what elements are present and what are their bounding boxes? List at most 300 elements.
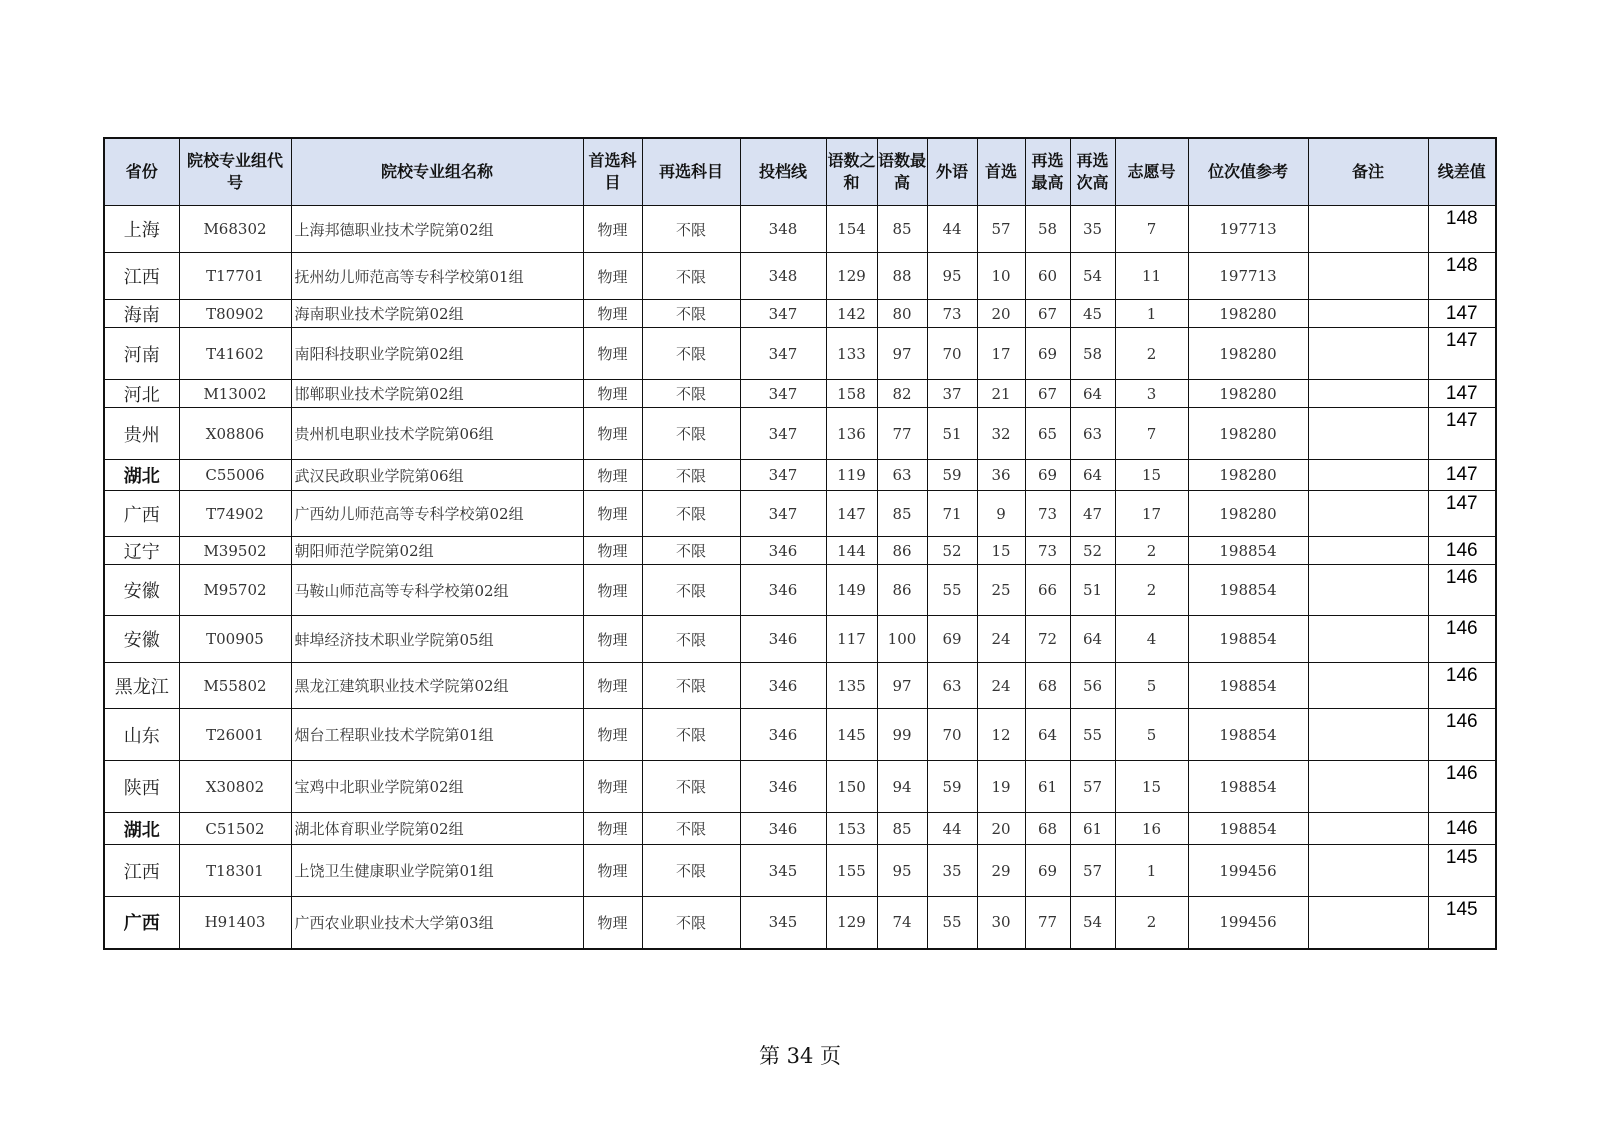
- cell-preference-number: 2: [1115, 565, 1188, 616]
- cell-group-code: M13002: [179, 380, 291, 408]
- cell-line-difference: 148: [1428, 206, 1496, 253]
- cell-chinese-math-sum: 136: [826, 408, 877, 460]
- cell-preference-number: 5: [1115, 709, 1188, 761]
- cell-cutoff-score: 346: [740, 709, 826, 761]
- cell-reselect-subject: 不限: [642, 897, 740, 949]
- cell-rank-reference: 198854: [1188, 565, 1308, 616]
- cell-cutoff-score: 346: [740, 616, 826, 663]
- cell-cutoff-score: 346: [740, 663, 826, 709]
- cell-reselect-second: 58: [1070, 328, 1115, 380]
- cell-reselect-second: 45: [1070, 300, 1115, 328]
- cell-remarks: [1308, 408, 1428, 460]
- cell-province: 广西: [104, 491, 179, 537]
- header-chinese-math-sum: 语数之和: [826, 138, 877, 206]
- cell-remarks: [1308, 380, 1428, 408]
- cell-preference-number: 3: [1115, 380, 1188, 408]
- cell-line-difference: 147: [1428, 300, 1496, 328]
- cell-reselect-max: 67: [1025, 380, 1070, 408]
- cell-first-choice-score: 29: [977, 845, 1025, 897]
- cell-foreign-language: 52: [927, 537, 977, 565]
- cell-chinese-math-max: 85: [877, 491, 927, 537]
- cell-remarks: [1308, 761, 1428, 813]
- cell-province: 贵州: [104, 408, 179, 460]
- header-province: 省份: [104, 138, 179, 206]
- cell-line-difference: 147: [1428, 328, 1496, 380]
- cell-first-subject: 物理: [583, 813, 642, 845]
- table-row: [104, 709, 1496, 761]
- cell-chinese-math-max: 77: [877, 408, 927, 460]
- cell-rank-reference: 198854: [1188, 813, 1308, 845]
- cell-line-difference: 147: [1428, 408, 1496, 460]
- cell-chinese-math-max: 95: [877, 845, 927, 897]
- cell-first-choice-score: 17: [977, 328, 1025, 380]
- cell-remarks: [1308, 537, 1428, 565]
- cell-cutoff-score: 348: [740, 206, 826, 253]
- cell-rank-reference: 198280: [1188, 328, 1308, 380]
- header-preference-number: 志愿号: [1115, 138, 1188, 206]
- table-row: [104, 616, 1496, 663]
- cell-group-name: 蚌埠经济技术职业学院第05组: [291, 616, 583, 663]
- cell-chinese-math-sum: 154: [826, 206, 877, 253]
- cell-cutoff-score: 346: [740, 761, 826, 813]
- header-remarks: 备注: [1308, 138, 1428, 206]
- cell-reselect-max: 61: [1025, 761, 1070, 813]
- table-row: [104, 300, 1496, 328]
- cell-reselect-second: 63: [1070, 408, 1115, 460]
- cell-province: 湖北: [104, 813, 179, 845]
- cell-cutoff-score: 346: [740, 813, 826, 845]
- cell-chinese-math-max: 85: [877, 813, 927, 845]
- cell-reselect-second: 56: [1070, 663, 1115, 709]
- cell-first-choice-score: 25: [977, 565, 1025, 616]
- cell-chinese-math-sum: 158: [826, 380, 877, 408]
- cell-line-difference: 146: [1428, 537, 1496, 565]
- cell-line-difference: 148: [1428, 253, 1496, 300]
- cell-reselect-second: 54: [1070, 897, 1115, 949]
- header-group-name: 院校专业组名称: [291, 138, 583, 206]
- cell-preference-number: 5: [1115, 663, 1188, 709]
- cell-group-name: 烟台工程职业技术学院第01组: [291, 709, 583, 761]
- cell-group-name: 抚州幼儿师范高等专科学校第01组: [291, 253, 583, 300]
- cell-rank-reference: 197713: [1188, 206, 1308, 253]
- cell-rank-reference: 198280: [1188, 300, 1308, 328]
- page-number: 第 34 页: [758, 1044, 842, 1068]
- cell-preference-number: 16: [1115, 813, 1188, 845]
- cell-rank-reference: 198854: [1188, 663, 1308, 709]
- cell-reselect-second: 47: [1070, 491, 1115, 537]
- cell-line-difference: 146: [1428, 565, 1496, 616]
- cell-chinese-math-max: 88: [877, 253, 927, 300]
- cell-group-code: M68302: [179, 206, 291, 253]
- cell-first-choice-score: 20: [977, 813, 1025, 845]
- cell-reselect-second: 57: [1070, 845, 1115, 897]
- cell-group-name: 广西农业职业技术大学第03组: [291, 897, 583, 949]
- cell-group-code: M39502: [179, 537, 291, 565]
- cell-chinese-math-max: 86: [877, 537, 927, 565]
- table-row: [104, 897, 1496, 949]
- cell-chinese-math-sum: 135: [826, 663, 877, 709]
- cell-first-subject: 物理: [583, 253, 642, 300]
- cell-first-choice-score: 15: [977, 537, 1025, 565]
- cell-first-choice-score: 36: [977, 460, 1025, 491]
- cell-rank-reference: 199456: [1188, 845, 1308, 897]
- cell-first-choice-score: 24: [977, 663, 1025, 709]
- cell-preference-number: 1: [1115, 300, 1188, 328]
- cell-preference-number: 4: [1115, 616, 1188, 663]
- cell-reselect-subject: 不限: [642, 565, 740, 616]
- cell-foreign-language: 35: [927, 845, 977, 897]
- cell-group-name: 海南职业技术学院第02组: [291, 300, 583, 328]
- header-reselect-max: 再选最高: [1025, 138, 1070, 206]
- cell-group-code: C55006: [179, 460, 291, 491]
- cell-reselect-subject: 不限: [642, 709, 740, 761]
- cell-group-code: X08806: [179, 408, 291, 460]
- cell-first-subject: 物理: [583, 565, 642, 616]
- cell-foreign-language: 44: [927, 206, 977, 253]
- cell-reselect-subject: 不限: [642, 300, 740, 328]
- cell-remarks: [1308, 709, 1428, 761]
- cell-group-code: T74902: [179, 491, 291, 537]
- table-row: [104, 537, 1496, 565]
- cell-reselect-max: 77: [1025, 897, 1070, 949]
- cell-chinese-math-sum: 129: [826, 897, 877, 949]
- cell-reselect-max: 68: [1025, 663, 1070, 709]
- cell-chinese-math-sum: 142: [826, 300, 877, 328]
- cell-remarks: [1308, 897, 1428, 949]
- cell-province: 河北: [104, 380, 179, 408]
- cell-group-code: C51502: [179, 813, 291, 845]
- cell-remarks: [1308, 300, 1428, 328]
- cell-foreign-language: 70: [927, 328, 977, 380]
- cell-cutoff-score: 346: [740, 537, 826, 565]
- header-row: [104, 138, 1496, 206]
- table-row: [104, 253, 1496, 300]
- cell-chinese-math-sum: 153: [826, 813, 877, 845]
- cell-cutoff-score: 347: [740, 408, 826, 460]
- cell-reselect-subject: 不限: [642, 328, 740, 380]
- cell-reselect-second: 61: [1070, 813, 1115, 845]
- header-line-difference: 线差值: [1428, 138, 1496, 206]
- cell-first-subject: 物理: [583, 845, 642, 897]
- cell-remarks: [1308, 460, 1428, 491]
- cell-chinese-math-max: 80: [877, 300, 927, 328]
- cell-reselect-subject: 不限: [642, 491, 740, 537]
- cell-cutoff-score: 347: [740, 491, 826, 537]
- cell-foreign-language: 37: [927, 380, 977, 408]
- cell-reselect-subject: 不限: [642, 253, 740, 300]
- cell-rank-reference: 198280: [1188, 491, 1308, 537]
- header-chinese-math-max: 语数最高: [877, 138, 927, 206]
- cell-preference-number: 11: [1115, 253, 1188, 300]
- cell-reselect-subject: 不限: [642, 813, 740, 845]
- cell-first-subject: 物理: [583, 709, 642, 761]
- cell-reselect-subject: 不限: [642, 663, 740, 709]
- cell-foreign-language: 63: [927, 663, 977, 709]
- table-row: [104, 491, 1496, 537]
- cell-group-code: T41602: [179, 328, 291, 380]
- cell-foreign-language: 70: [927, 709, 977, 761]
- table-row: [104, 328, 1496, 380]
- cell-remarks: [1308, 491, 1428, 537]
- cell-foreign-language: 59: [927, 460, 977, 491]
- cell-chinese-math-sum: 150: [826, 761, 877, 813]
- cell-first-choice-score: 20: [977, 300, 1025, 328]
- cell-group-code: X30802: [179, 761, 291, 813]
- cell-province: 河南: [104, 328, 179, 380]
- cell-reselect-max: 58: [1025, 206, 1070, 253]
- cell-province: 山东: [104, 709, 179, 761]
- cell-province: 上海: [104, 206, 179, 253]
- cell-line-difference: 146: [1428, 616, 1496, 663]
- cell-reselect-subject: 不限: [642, 845, 740, 897]
- cell-line-difference: 147: [1428, 460, 1496, 491]
- cell-cutoff-score: 348: [740, 253, 826, 300]
- cell-reselect-second: 35: [1070, 206, 1115, 253]
- cell-reselect-max: 67: [1025, 300, 1070, 328]
- header-reselect-subject: 再选科目: [642, 138, 740, 206]
- cell-rank-reference: 198280: [1188, 408, 1308, 460]
- header-rank-reference: 位次值参考: [1188, 138, 1308, 206]
- cell-rank-reference: 198854: [1188, 761, 1308, 813]
- cell-group-name: 上海邦德职业技术学院第02组: [291, 206, 583, 253]
- cell-remarks: [1308, 328, 1428, 380]
- cell-remarks: [1308, 206, 1428, 253]
- cell-cutoff-score: 345: [740, 897, 826, 949]
- cell-foreign-language: 73: [927, 300, 977, 328]
- cell-chinese-math-sum: 117: [826, 616, 877, 663]
- cell-preference-number: 15: [1115, 761, 1188, 813]
- header-reselect-second: 再选次高: [1070, 138, 1115, 206]
- header-first-subject: 首选科目: [583, 138, 642, 206]
- cell-first-choice-score: 21: [977, 380, 1025, 408]
- cell-rank-reference: 198854: [1188, 616, 1308, 663]
- cell-reselect-subject: 不限: [642, 537, 740, 565]
- cell-province: 安徽: [104, 616, 179, 663]
- cell-group-code: T17701: [179, 253, 291, 300]
- cell-line-difference: 146: [1428, 761, 1496, 813]
- cell-reselect-max: 73: [1025, 537, 1070, 565]
- cell-group-code: M95702: [179, 565, 291, 616]
- cell-first-subject: 物理: [583, 380, 642, 408]
- cell-chinese-math-max: 99: [877, 709, 927, 761]
- cell-cutoff-score: 347: [740, 328, 826, 380]
- cell-chinese-math-max: 85: [877, 206, 927, 253]
- cell-reselect-second: 64: [1070, 616, 1115, 663]
- cell-group-code: T26001: [179, 709, 291, 761]
- cell-first-choice-score: 30: [977, 897, 1025, 949]
- cell-group-name: 马鞍山师范高等专科学校第02组: [291, 565, 583, 616]
- cell-foreign-language: 55: [927, 565, 977, 616]
- cell-reselect-max: 69: [1025, 845, 1070, 897]
- cell-preference-number: 7: [1115, 408, 1188, 460]
- cell-province: 广西: [104, 897, 179, 949]
- cell-preference-number: 2: [1115, 897, 1188, 949]
- cell-rank-reference: 198854: [1188, 537, 1308, 565]
- cell-chinese-math-max: 100: [877, 616, 927, 663]
- cell-first-subject: 物理: [583, 616, 642, 663]
- table-header: [104, 138, 1496, 206]
- cell-reselect-max: 72: [1025, 616, 1070, 663]
- cell-reselect-second: 55: [1070, 709, 1115, 761]
- cell-reselect-subject: 不限: [642, 761, 740, 813]
- cell-group-name: 上饶卫生健康职业学院第01组: [291, 845, 583, 897]
- cell-chinese-math-sum: 119: [826, 460, 877, 491]
- cell-group-name: 贵州机电职业技术学院第06组: [291, 408, 583, 460]
- cell-line-difference: 145: [1428, 897, 1496, 949]
- cell-reselect-second: 51: [1070, 565, 1115, 616]
- cell-first-subject: 物理: [583, 491, 642, 537]
- cell-chinese-math-sum: 133: [826, 328, 877, 380]
- cell-first-subject: 物理: [583, 663, 642, 709]
- cell-chinese-math-sum: 149: [826, 565, 877, 616]
- cell-reselect-subject: 不限: [642, 408, 740, 460]
- cell-reselect-max: 69: [1025, 328, 1070, 380]
- cell-reselect-max: 64: [1025, 709, 1070, 761]
- cell-chinese-math-max: 97: [877, 663, 927, 709]
- cell-foreign-language: 44: [927, 813, 977, 845]
- cell-reselect-second: 54: [1070, 253, 1115, 300]
- cell-province: 陕西: [104, 761, 179, 813]
- header-cutoff-score: 投档线: [740, 138, 826, 206]
- cell-group-name: 宝鸡中北职业学院第02组: [291, 761, 583, 813]
- cell-first-subject: 物理: [583, 897, 642, 949]
- cell-reselect-subject: 不限: [642, 616, 740, 663]
- cell-rank-reference: 198854: [1188, 709, 1308, 761]
- cell-line-difference: 146: [1428, 663, 1496, 709]
- table-row: [104, 565, 1496, 616]
- cell-province: 安徽: [104, 565, 179, 616]
- cell-reselect-subject: 不限: [642, 206, 740, 253]
- cell-group-name: 广西幼儿师范高等专科学校第02组: [291, 491, 583, 537]
- cell-group-name: 朝阳师范学院第02组: [291, 537, 583, 565]
- cell-remarks: [1308, 565, 1428, 616]
- cell-line-difference: 147: [1428, 491, 1496, 537]
- cell-foreign-language: 59: [927, 761, 977, 813]
- cell-group-code: H91403: [179, 897, 291, 949]
- cell-chinese-math-sum: 129: [826, 253, 877, 300]
- cell-reselect-subject: 不限: [642, 460, 740, 491]
- cell-preference-number: 2: [1115, 328, 1188, 380]
- cell-preference-number: 15: [1115, 460, 1188, 491]
- cell-foreign-language: 55: [927, 897, 977, 949]
- table-row: [104, 380, 1496, 408]
- cell-reselect-max: 65: [1025, 408, 1070, 460]
- cell-reselect-max: 73: [1025, 491, 1070, 537]
- cell-first-choice-score: 57: [977, 206, 1025, 253]
- cell-first-subject: 物理: [583, 300, 642, 328]
- cell-province: 辽宁: [104, 537, 179, 565]
- cell-foreign-language: 95: [927, 253, 977, 300]
- cell-chinese-math-max: 94: [877, 761, 927, 813]
- cell-first-choice-score: 32: [977, 408, 1025, 460]
- cell-rank-reference: 197713: [1188, 253, 1308, 300]
- cell-group-code: T18301: [179, 845, 291, 897]
- cell-first-subject: 物理: [583, 460, 642, 491]
- cell-first-choice-score: 24: [977, 616, 1025, 663]
- cell-reselect-second: 57: [1070, 761, 1115, 813]
- cell-group-name: 南阳科技职业学院第02组: [291, 328, 583, 380]
- cell-chinese-math-sum: 145: [826, 709, 877, 761]
- cell-first-subject: 物理: [583, 328, 642, 380]
- cell-province: 湖北: [104, 460, 179, 491]
- cell-group-code: T00905: [179, 616, 291, 663]
- cell-chinese-math-sum: 155: [826, 845, 877, 897]
- cell-preference-number: 2: [1115, 537, 1188, 565]
- cell-chinese-math-max: 74: [877, 897, 927, 949]
- cell-chinese-math-max: 63: [877, 460, 927, 491]
- cell-cutoff-score: 347: [740, 460, 826, 491]
- cell-group-code: T80902: [179, 300, 291, 328]
- header-first-choice-score: 首选: [977, 138, 1025, 206]
- cell-group-name: 黑龙江建筑职业技术学院第02组: [291, 663, 583, 709]
- cell-foreign-language: 51: [927, 408, 977, 460]
- cell-reselect-max: 68: [1025, 813, 1070, 845]
- cell-group-name: 武汉民政职业学院第06组: [291, 460, 583, 491]
- cell-remarks: [1308, 813, 1428, 845]
- cell-province: 海南: [104, 300, 179, 328]
- cell-province: 江西: [104, 253, 179, 300]
- cell-cutoff-score: 346: [740, 565, 826, 616]
- cell-first-subject: 物理: [583, 408, 642, 460]
- cell-group-name: 湖北体育职业学院第02组: [291, 813, 583, 845]
- cell-remarks: [1308, 253, 1428, 300]
- cell-first-subject: 物理: [583, 761, 642, 813]
- cell-chinese-math-max: 82: [877, 380, 927, 408]
- cell-cutoff-score: 347: [740, 300, 826, 328]
- cell-first-choice-score: 10: [977, 253, 1025, 300]
- cell-rank-reference: 199456: [1188, 897, 1308, 949]
- table-row: [104, 845, 1496, 897]
- cell-reselect-max: 69: [1025, 460, 1070, 491]
- cell-foreign-language: 69: [927, 616, 977, 663]
- cell-chinese-math-sum: 147: [826, 491, 877, 537]
- cell-cutoff-score: 347: [740, 380, 826, 408]
- cell-line-difference: 147: [1428, 380, 1496, 408]
- cell-first-choice-score: 12: [977, 709, 1025, 761]
- cell-preference-number: 7: [1115, 206, 1188, 253]
- cell-preference-number: 17: [1115, 491, 1188, 537]
- header-foreign-language: 外语: [927, 138, 977, 206]
- cell-chinese-math-max: 86: [877, 565, 927, 616]
- cell-reselect-max: 60: [1025, 253, 1070, 300]
- cell-first-choice-score: 19: [977, 761, 1025, 813]
- cell-foreign-language: 71: [927, 491, 977, 537]
- cell-province: 江西: [104, 845, 179, 897]
- cell-first-choice-score: 9: [977, 491, 1025, 537]
- cell-reselect-second: 64: [1070, 460, 1115, 491]
- admission-score-table: [103, 137, 1497, 950]
- table-row: [104, 663, 1496, 709]
- table-row: [104, 813, 1496, 845]
- cell-remarks: [1308, 845, 1428, 897]
- cell-reselect-second: 64: [1070, 380, 1115, 408]
- cell-first-subject: 物理: [583, 537, 642, 565]
- table-row: [104, 408, 1496, 460]
- cell-group-code: M55802: [179, 663, 291, 709]
- cell-chinese-math-sum: 144: [826, 537, 877, 565]
- cell-remarks: [1308, 663, 1428, 709]
- cell-group-name: 邯郸职业技术学院第02组: [291, 380, 583, 408]
- cell-remarks: [1308, 616, 1428, 663]
- cell-rank-reference: 198280: [1188, 380, 1308, 408]
- header-group-code: 院校专业组代号: [179, 138, 291, 206]
- cell-rank-reference: 198280: [1188, 460, 1308, 491]
- cell-chinese-math-max: 97: [877, 328, 927, 380]
- cell-reselect-subject: 不限: [642, 380, 740, 408]
- cell-preference-number: 1: [1115, 845, 1188, 897]
- cell-reselect-max: 66: [1025, 565, 1070, 616]
- cell-province: 黑龙江: [104, 663, 179, 709]
